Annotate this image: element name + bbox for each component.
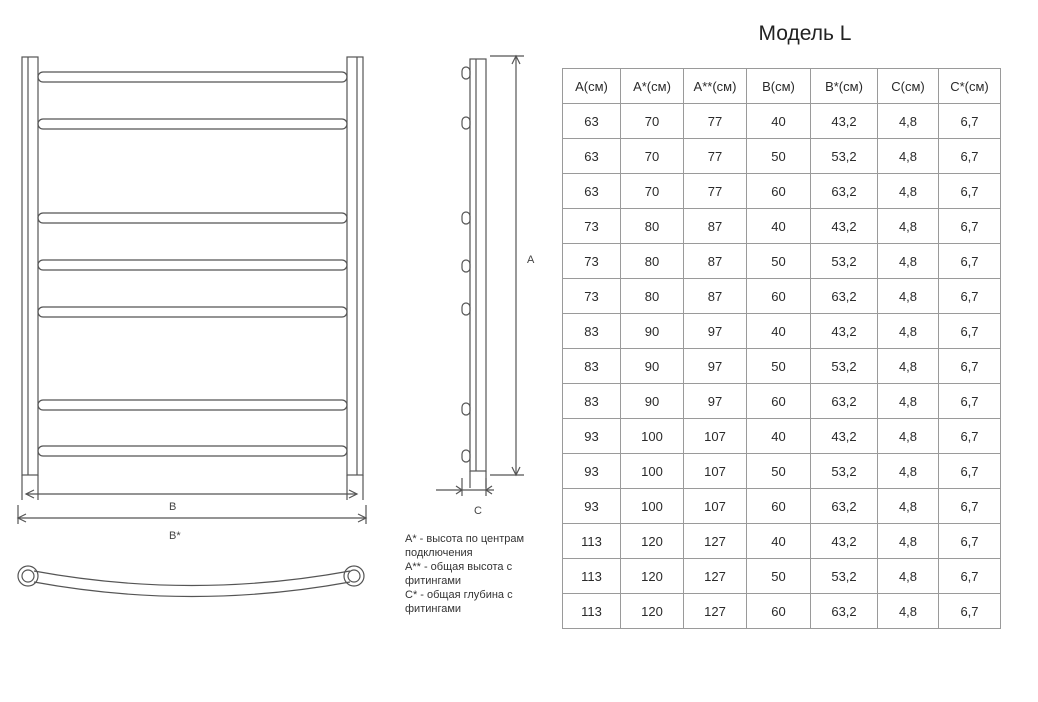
table-cell: 50 [747,559,811,594]
table-cell: 4,8 [878,349,939,384]
table-cell: 43,2 [811,314,878,349]
table-cell: 43,2 [811,524,878,559]
table-cell: 100 [621,454,684,489]
table-cell: 73 [563,279,621,314]
dimension-b [26,490,357,498]
table-cell: 70 [621,139,684,174]
table-cell: 60 [747,594,811,629]
table-cell: 4,8 [878,244,939,279]
table-cell: 73 [563,244,621,279]
table-cell: 87 [684,244,747,279]
table-cell: 40 [747,209,811,244]
table-row [563,174,1001,209]
table-cell: 97 [684,384,747,419]
rung [38,119,347,129]
table-row [563,349,1001,384]
table-cell: 90 [621,349,684,384]
table-cell: 100 [621,489,684,524]
note-a-star: A* - высота по центрам подключения [405,533,525,559]
rung [38,446,347,456]
header-c-star: С*(см) [939,69,1001,104]
table-cell: 6,7 [939,454,1001,489]
table-cell: 63 [563,104,621,139]
table-row [563,594,1001,629]
table-cell: 43,2 [811,419,878,454]
table-cell: 40 [747,419,811,454]
table-cell: 77 [684,139,747,174]
table-cell: 4,8 [878,384,939,419]
table-cell: 4,8 [878,594,939,629]
label-b: B [169,501,177,513]
table-row [563,314,1001,349]
table-cell: 120 [621,594,684,629]
table-cell: 6,7 [939,349,1001,384]
table-cell: 6,7 [939,279,1001,314]
table-row [563,524,1001,559]
table-header-row [563,69,1001,104]
table-cell: 97 [684,349,747,384]
header-a-star: А*(см) [621,69,684,104]
rung [38,307,347,317]
page-title: Модель L [758,22,852,45]
table-cell: 50 [747,244,811,279]
rung [38,400,347,410]
table-cell: 113 [563,524,621,559]
table-cell: 70 [621,174,684,209]
table-cell: 6,7 [939,419,1001,454]
table-cell: 4,8 [878,279,939,314]
table-cell: 100 [621,419,684,454]
table-cell: 73 [563,209,621,244]
table-row [563,559,1001,594]
table-cell: 87 [684,209,747,244]
table-cell: 97 [684,314,747,349]
table-cell: 63 [563,174,621,209]
dimension-a [490,56,524,475]
rung [38,72,347,82]
table-cell: 60 [747,174,811,209]
table-cell: 43,2 [811,209,878,244]
table-cell: 127 [684,524,747,559]
notes [405,532,565,616]
table-cell: 6,7 [939,244,1001,279]
table-cell: 6,7 [939,104,1001,139]
table-cell: 83 [563,314,621,349]
table-cell: 127 [684,594,747,629]
spec-table [562,68,1001,629]
table-row [563,244,1001,279]
table-cell: 113 [563,559,621,594]
table-cell: 4,8 [878,209,939,244]
dimension-b-star [18,505,366,524]
table-cell: 63,2 [811,489,878,524]
table-cell: 40 [747,104,811,139]
table-cell: 4,8 [878,524,939,559]
table-cell: 6,7 [939,209,1001,244]
table-cell: 127 [684,559,747,594]
table-cell: 53,2 [811,559,878,594]
table-cell: 120 [621,524,684,559]
top-view [18,566,364,597]
table-body [563,104,1001,629]
table-cell: 120 [621,559,684,594]
table-cell: 63,2 [811,594,878,629]
table-row [563,104,1001,139]
front-view-right-post [347,57,363,500]
label-a: A [527,254,535,266]
table-cell: 93 [563,489,621,524]
table-cell: 60 [747,489,811,524]
table-cell: 6,7 [939,174,1001,209]
table-cell: 6,7 [939,139,1001,174]
table-cell: 87 [684,279,747,314]
table-cell: 93 [563,419,621,454]
table-row [563,139,1001,174]
table-cell: 4,8 [878,489,939,524]
table-cell: 40 [747,524,811,559]
table-cell: 90 [621,314,684,349]
table-cell: 93 [563,454,621,489]
table-row [563,454,1001,489]
rung [38,260,347,270]
table-cell: 4,8 [878,139,939,174]
table-row [563,384,1001,419]
label-c: C [474,505,482,517]
table-cell: 4,8 [878,104,939,139]
table-cell: 80 [621,209,684,244]
table-cell: 4,8 [878,454,939,489]
table-cell: 50 [747,454,811,489]
table-cell: 60 [747,384,811,419]
header-b: В(см) [747,69,811,104]
header-a-double-star: А**(см) [684,69,747,104]
label-b-star: B* [169,530,181,542]
table-cell: 4,8 [878,314,939,349]
table-cell: 6,7 [939,559,1001,594]
table-cell: 63 [563,139,621,174]
table-cell: 53,2 [811,244,878,279]
table-cell: 4,8 [878,559,939,594]
table-cell: 63,2 [811,174,878,209]
side-view [462,59,486,488]
table-cell: 6,7 [939,314,1001,349]
table-cell: 4,8 [878,174,939,209]
table-cell: 63,2 [811,384,878,419]
table-cell: 113 [563,594,621,629]
table-row [563,209,1001,244]
table-cell: 53,2 [811,139,878,174]
table-cell: 80 [621,279,684,314]
table-cell: 107 [684,419,747,454]
table-cell: 6,7 [939,594,1001,629]
table-cell: 77 [684,174,747,209]
header-c: С(см) [878,69,939,104]
table-cell: 40 [747,314,811,349]
header-b-star: В*(см) [811,69,878,104]
table-row [563,489,1001,524]
rung [38,213,347,223]
table-row [563,279,1001,314]
dimension-c [436,478,494,496]
table-cell: 6,7 [939,384,1001,419]
header-a: А(см) [563,69,621,104]
table-cell: 83 [563,349,621,384]
table-cell: 70 [621,104,684,139]
table-cell: 83 [563,384,621,419]
table-cell: 80 [621,244,684,279]
table-cell: 63,2 [811,279,878,314]
table-row [563,419,1001,454]
table-cell: 77 [684,104,747,139]
table-cell: 107 [684,489,747,524]
table-cell: 90 [621,384,684,419]
table-cell: 53,2 [811,349,878,384]
table-cell: 4,8 [878,419,939,454]
table-cell: 50 [747,139,811,174]
table-cell: 50 [747,349,811,384]
front-view-left-post [22,57,38,500]
front-view-rungs [38,72,347,456]
table-cell: 6,7 [939,524,1001,559]
table-cell: 43,2 [811,104,878,139]
note-a-double-star: A** - общая высота с фитингами [405,561,513,587]
note-c-star: C* - общая глубина с фитингами [405,589,513,615]
table-cell: 107 [684,454,747,489]
table-cell: 53,2 [811,454,878,489]
table-cell: 60 [747,279,811,314]
table-cell: 6,7 [939,489,1001,524]
